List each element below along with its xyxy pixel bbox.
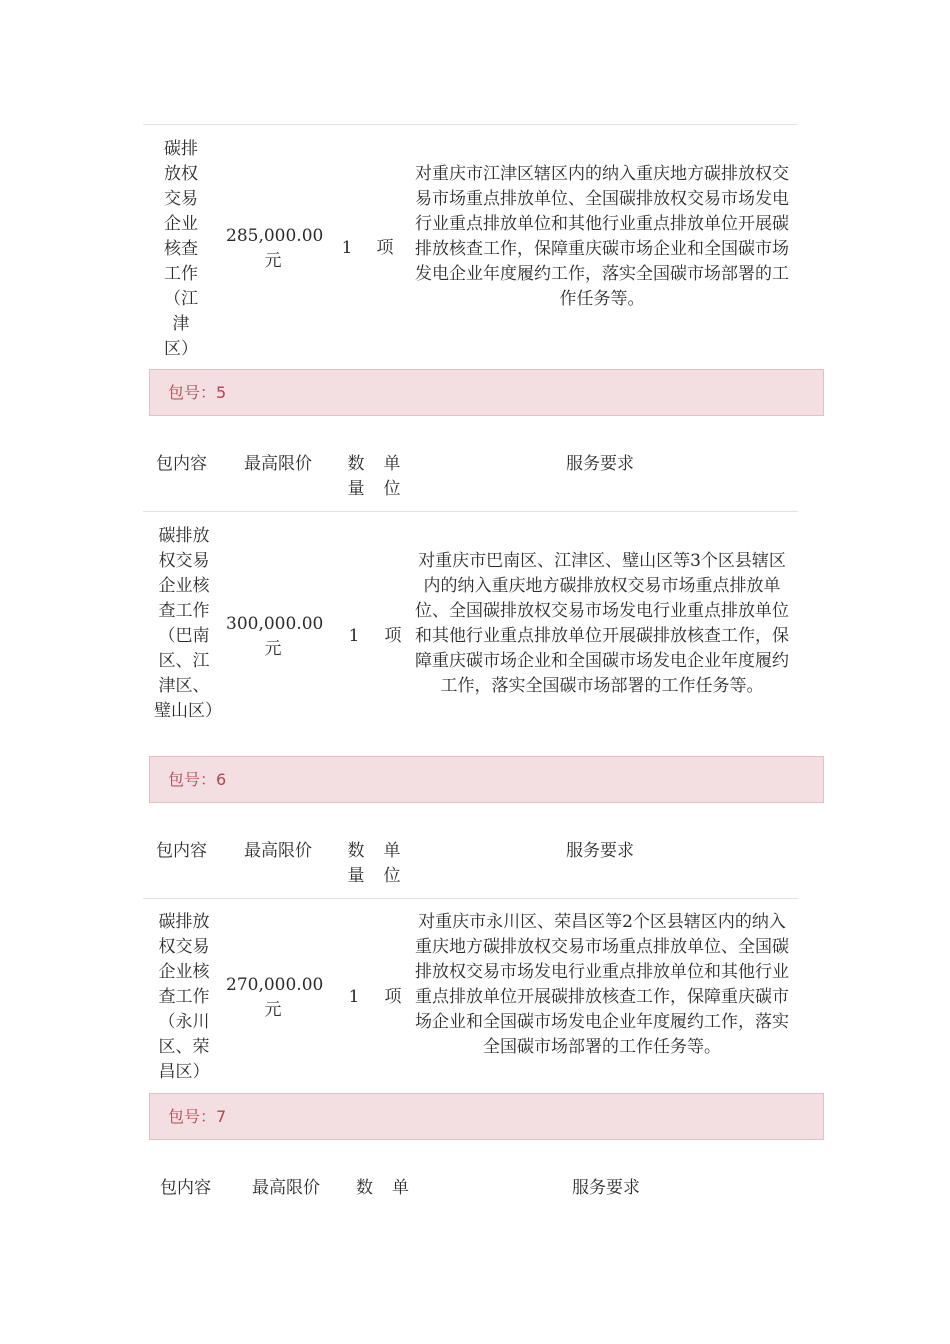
package-bar (149, 1093, 824, 1140)
header-requirement: 服务要求 (566, 841, 634, 861)
row-unit: 项 (376, 238, 394, 258)
package-label: 包号：6 (168, 770, 227, 789)
header-price: 最高限价 (244, 841, 312, 861)
package-label: 包号：5 (168, 383, 227, 402)
row-content: 碳排放权交易企业核查工作（巴南区、江津区、璧山区） (154, 526, 222, 721)
row-qty: 1 (341, 238, 353, 258)
row-requirement: 对重庆市江津区辖区内的纳入重庆地方碳排放权交易市场重点排放单位、全国碳排放权交易市场发电行业重点排放单位和其他行业重点排放单位开展碳排放核查工作，保障重庆碳市场企业和全国碳市场发电企业年度履约工作，落实全国碳市场部署的工作任务等。 (415, 164, 789, 309)
row-qty: 1 (348, 626, 360, 646)
package-bar (149, 756, 824, 803)
header-price: 最高限价 (244, 454, 312, 474)
row-price: 270,000.00元 (226, 975, 324, 1020)
row-requirement: 对重庆市永川区、荣昌区等2个区县辖区内的纳入重庆地方碳排放权交易市场重点排放单位、全国碳排放权交易市场发电行业重点排放单位和其他行业重点排放单位开展碳排放核查工作，保障重庆碳市场企业和全国碳市场发电企业年度履约工作，落实全国碳市场部署的工作任务等。 (415, 912, 789, 1057)
row-qty: 1 (348, 987, 360, 1007)
package-label: 包号：7 (168, 1107, 227, 1126)
header-qty: 数量 (347, 841, 365, 886)
header-qty: 数量 (347, 454, 365, 499)
row-content: 碳排放权交易企业核查工作（江津区） (164, 139, 198, 359)
header-qty: 数 (356, 1178, 373, 1198)
header-unit: 单 (392, 1178, 409, 1198)
row-content: 碳排放权交易企业核查工作（永川区、荣昌区） (158, 912, 210, 1082)
table-divider (143, 124, 798, 125)
row-price: 285,000.00元 (226, 226, 324, 271)
header-requirement: 服务要求 (572, 1178, 640, 1198)
header-requirement: 服务要求 (566, 454, 634, 474)
row-requirement: 对重庆市巴南区、江津区、璧山区等3个区县辖区内的纳入重庆地方碳排放权交易市场重点排放单位、全国碳排放权交易市场发电行业重点排放单位和其他行业重点排放单位开展碳排放核查工作，保障重庆碳市场企业和全国碳市场发电企业年度履约工作，落实全国碳市场部署的工作任务等。 (415, 551, 789, 696)
header-unit: 单位 (383, 841, 401, 886)
table-divider (143, 898, 798, 899)
header-content: 包内容 (160, 1178, 211, 1198)
row-unit: 项 (384, 987, 402, 1007)
header-unit: 单位 (383, 454, 401, 499)
header-content: 包内容 (156, 841, 207, 861)
header-content: 包内容 (156, 454, 207, 474)
header-price: 最高限价 (252, 1178, 320, 1198)
row-price: 300,000.00元 (226, 614, 324, 659)
package-bar (149, 369, 824, 416)
row-unit: 项 (384, 626, 402, 646)
table-divider (143, 511, 798, 512)
